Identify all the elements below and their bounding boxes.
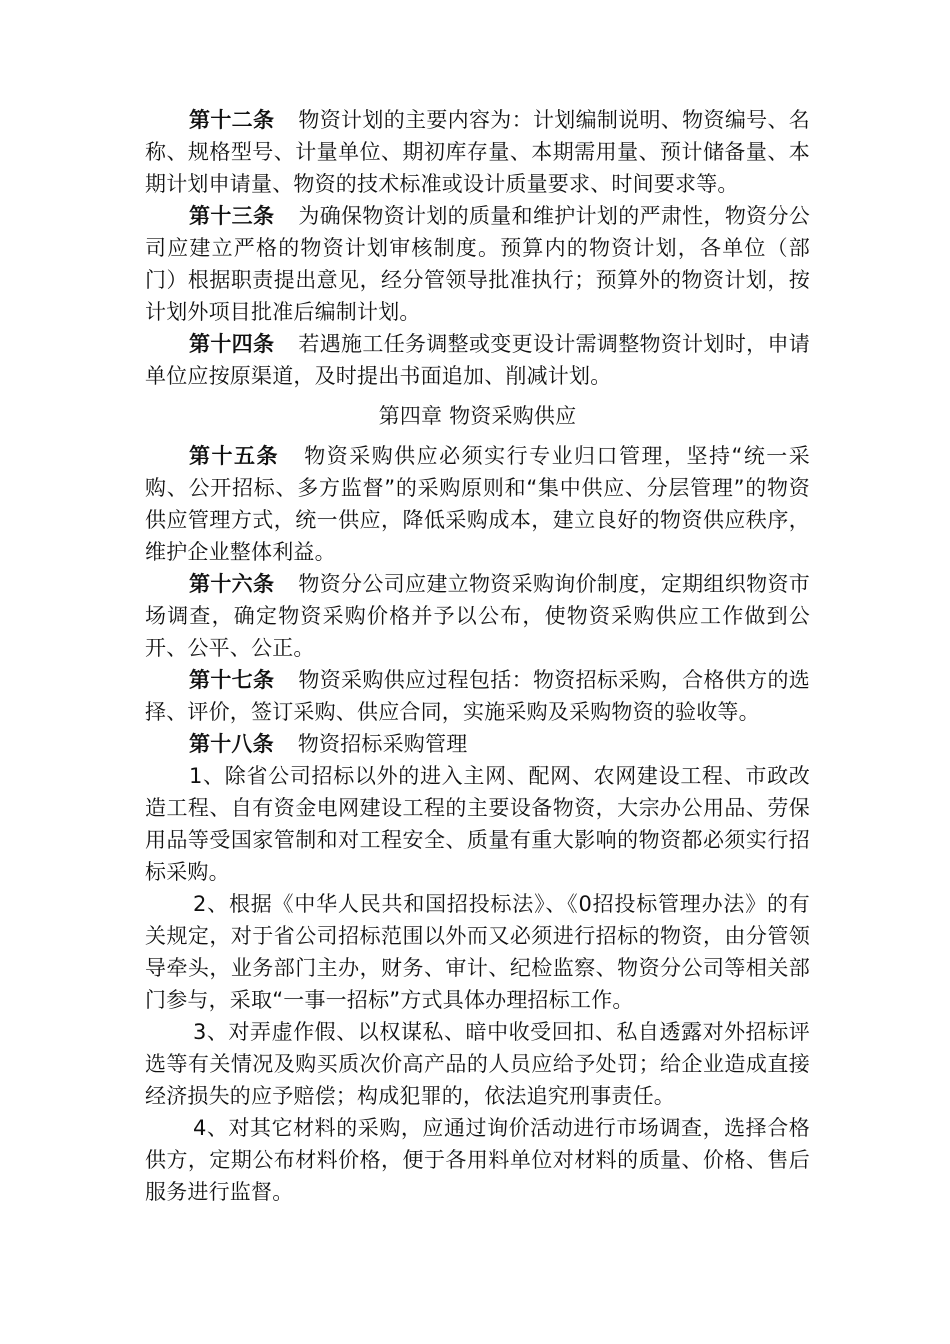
article-12 xyxy=(145,104,810,200)
article-number: 第十三条 xyxy=(189,204,275,228)
chapter-heading: 第四章 物资采购供应 xyxy=(378,404,577,428)
article-13 xyxy=(145,200,810,328)
article-number: 第十二条 xyxy=(189,108,275,132)
list-item: 2、根据《中华人民共和国招投标法》、《0招投标管理办法》的有关规定，对于省公司招标范围以外而又必须进行招标的物资，由分管领导牵头，业务部门主办，财务、审计、纪检监察、物资分公司等相关部门参与，采取“一事一招标”方式具体办理招标工作。 xyxy=(145,892,810,1012)
list-item: 1、除省公司招标以外的进入主网、配网、农网建设工程、市政改造工程、自有资金电网建设工程的主要设备物资，大宗办公用品、劳保用品等受国家管制和对工程安全、质量有重大影响的物资都必须实行招标采购。 xyxy=(145,764,810,884)
article-text: 为确保物资计划的质量和维护计划的严肃性，物资分公司应建立严格的物资计划审核制度。预算内的物资计划，各单位（部门）根据职责提出意见，经分管领导批准执行；预算外的物资计划，按计划外项目批准后编制计划。 xyxy=(145,204,810,324)
article-16 xyxy=(145,568,810,664)
article-17 xyxy=(145,664,810,728)
article-number: 第十四条 xyxy=(189,332,275,356)
article-text: 物资采购供应必须实行专业归口管理，坚持“统一采购、公开招标、多方监督”的采购原则和“集中供应、分层管理”的物资供应管理方式，统一供应，降低采购成本，建立良好的物资供应秩序，维护企业整体利益。 xyxy=(145,444,810,564)
article-15 xyxy=(145,440,810,568)
article-text: 物资计划的主要内容为：计划编制说明、物资编号、名称、规格型号、计量单位、期初库存量、本期需用量、预计储备量、本期计划申请量、物资的技术标准或设计质量要求、时间要求等。 xyxy=(145,108,810,196)
article-number: 第十五条 xyxy=(189,444,279,468)
article-number: 第十六条 xyxy=(189,572,275,596)
article-text: 物资分公司应建立物资采购询价制度，定期组织物资市场调查，确定物资采购价格并予以公布，使物资采购供应工作做到公开、公平、公正。 xyxy=(145,572,810,660)
article-text: 物资采购供应过程包括：物资招标采购，合格供方的选择、评价，签订采购、供应合同，实施采购及采购物资的验收等。 xyxy=(145,668,810,724)
article-18 xyxy=(145,728,810,760)
list-item: 3、对弄虚作假、以权谋私、暗中收受回扣、私自透露对外招标评选等有关情况及购买质次价高产品的人员应给予处罚；给企业造成直接经济损失的应予赔偿；构成犯罪的，依法追究刑事责任。 xyxy=(145,1020,810,1108)
document-body xyxy=(145,104,810,1208)
list-item: 4、对其它材料的采购，应通过询价活动进行市场调查，选择合格供方，定期公布材料价格，便于各用料单位对材料的质量、价格、售后服务进行监督。 xyxy=(145,1116,810,1204)
article-text: 物资招标采购管理 xyxy=(297,732,468,756)
article-text: 若遇施工任务调整或变更设计需调整物资计划时，申请单位应按原渠道，及时提出书面追加、削减计划。 xyxy=(145,332,810,388)
article-number: 第十七条 xyxy=(189,668,275,692)
article-14 xyxy=(145,328,810,392)
article-number: 第十八条 xyxy=(189,732,274,756)
